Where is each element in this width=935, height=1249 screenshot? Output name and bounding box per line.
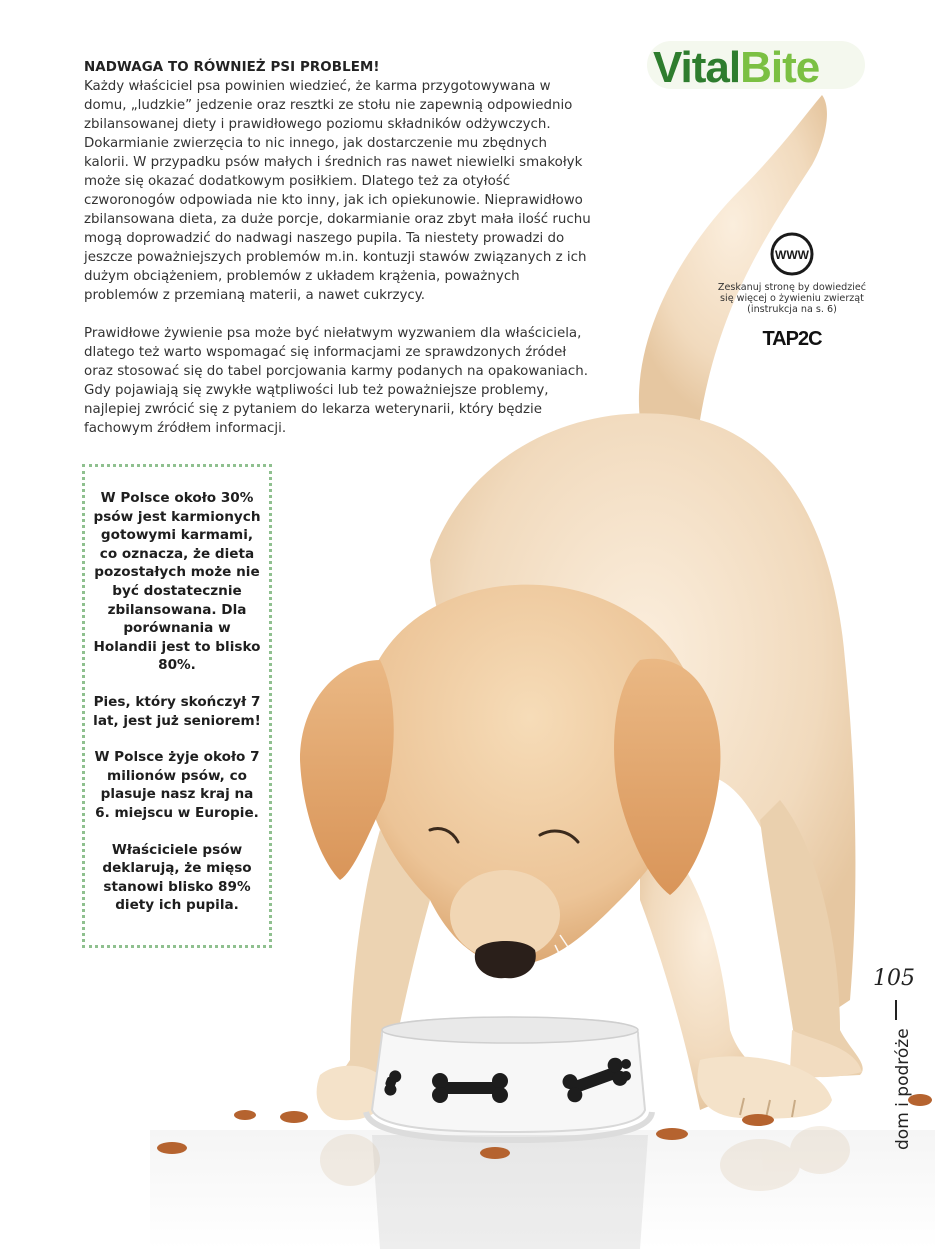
fact-item: W Polsce około 30% psów jest karmionych gotowymi karmami, co oznacza, że dieta pozostałych może nie być dostatecznie zbilansowana. Dla porównania w Holandii jest to blisko 80%. [93,490,261,674]
page-divider [895,1000,897,1020]
food-bowl [366,1017,652,1140]
article-heading: NADWAGA TO RÓWNIEŻ PSI PROBLEM! [84,60,380,75]
fact-item: W Polsce żyje około 7 milionów psów, co plasuje nasz kraj na 6. miejscu w Europie. [94,749,260,821]
article-paragraph-1: Każdy właściciel psa powinien wiedzieć, że karma przygotowywana w domu, „ludzkie” jedzenie oraz resztki ze stołu nie zapewnią odpowiednio zbilansowanej diety i prawidłowego poziomu składników odżywczych. Dokarmianie zwierzęcia to nic innego, jak dostarczenie mu zbędnych kalorii. W przypadku psów małych i średnich ras nawet niewielki smakołyk może się okazać dodatkowym posiłkiem. Dlatego też za otyłość czworonogów odpowiada nie kto inny, jak ich opiekunowie. Nieprawidłowo zbilansowana dieta, za duże porcje, dokarmianie oraz zbyt mała ilość ruchu mogą doprowadzić do nadwagi naszego pupila. Ta niestety prowadzi do jeszcze poważniejszych problemów m.in. kontuzji stawów związanych z ich dużym obciążeniem, problemów z układem krążenia, poważnych problemów z przemianą materii, a nawet cukrzycy. [84,79,591,303]
nose [475,941,536,978]
article-paragraph-2: Prawidłowe żywienie psa może być niełatwym wyzwaniem dla właściciela, dlatego też warto wspomagać się informacjami ze sprawdzonych źródeł oraz stosować się do tabel porcjowania karmy podanych na opakowaniach. Gdy pojawiają się zwykłe wątpliwości lub też poważniejsze problemy, najlepiej zwrócić się z pytaniem do lekarza weterynarii, który będzie fachowym źródłem informacji. [84,326,588,436]
fact-item: Właściciele psów deklarują, że mięso stanowi blisko 89% diety ich pupila. [102,841,252,914]
fact-item: Pies, który skończył 7 lat, jest już seniorem! [93,693,261,729]
tap2c-text: TAP2C [762,328,822,350]
logo-part1: Vital [653,43,741,92]
svg-text:VitalBite [653,43,819,92]
article [84,58,594,457]
scan-info [716,232,868,355]
www-icon[interactable] [770,232,814,276]
facts-box [82,464,272,948]
vitalbite-logo [645,37,867,93]
tap2c-logo[interactable] [755,319,829,355]
scan-text: Zeskanuj stronę by dowiedzieć się więcej o żywieniu zwierząt (instrukcja na s. 6) [717,282,867,315]
logo-part2: Bite [740,43,820,92]
bowl-reflection [372,1135,648,1249]
page-number: 105 [873,966,915,991]
section-label: dom i podróże [893,1028,913,1150]
www-icon-label: WWW [775,248,809,262]
